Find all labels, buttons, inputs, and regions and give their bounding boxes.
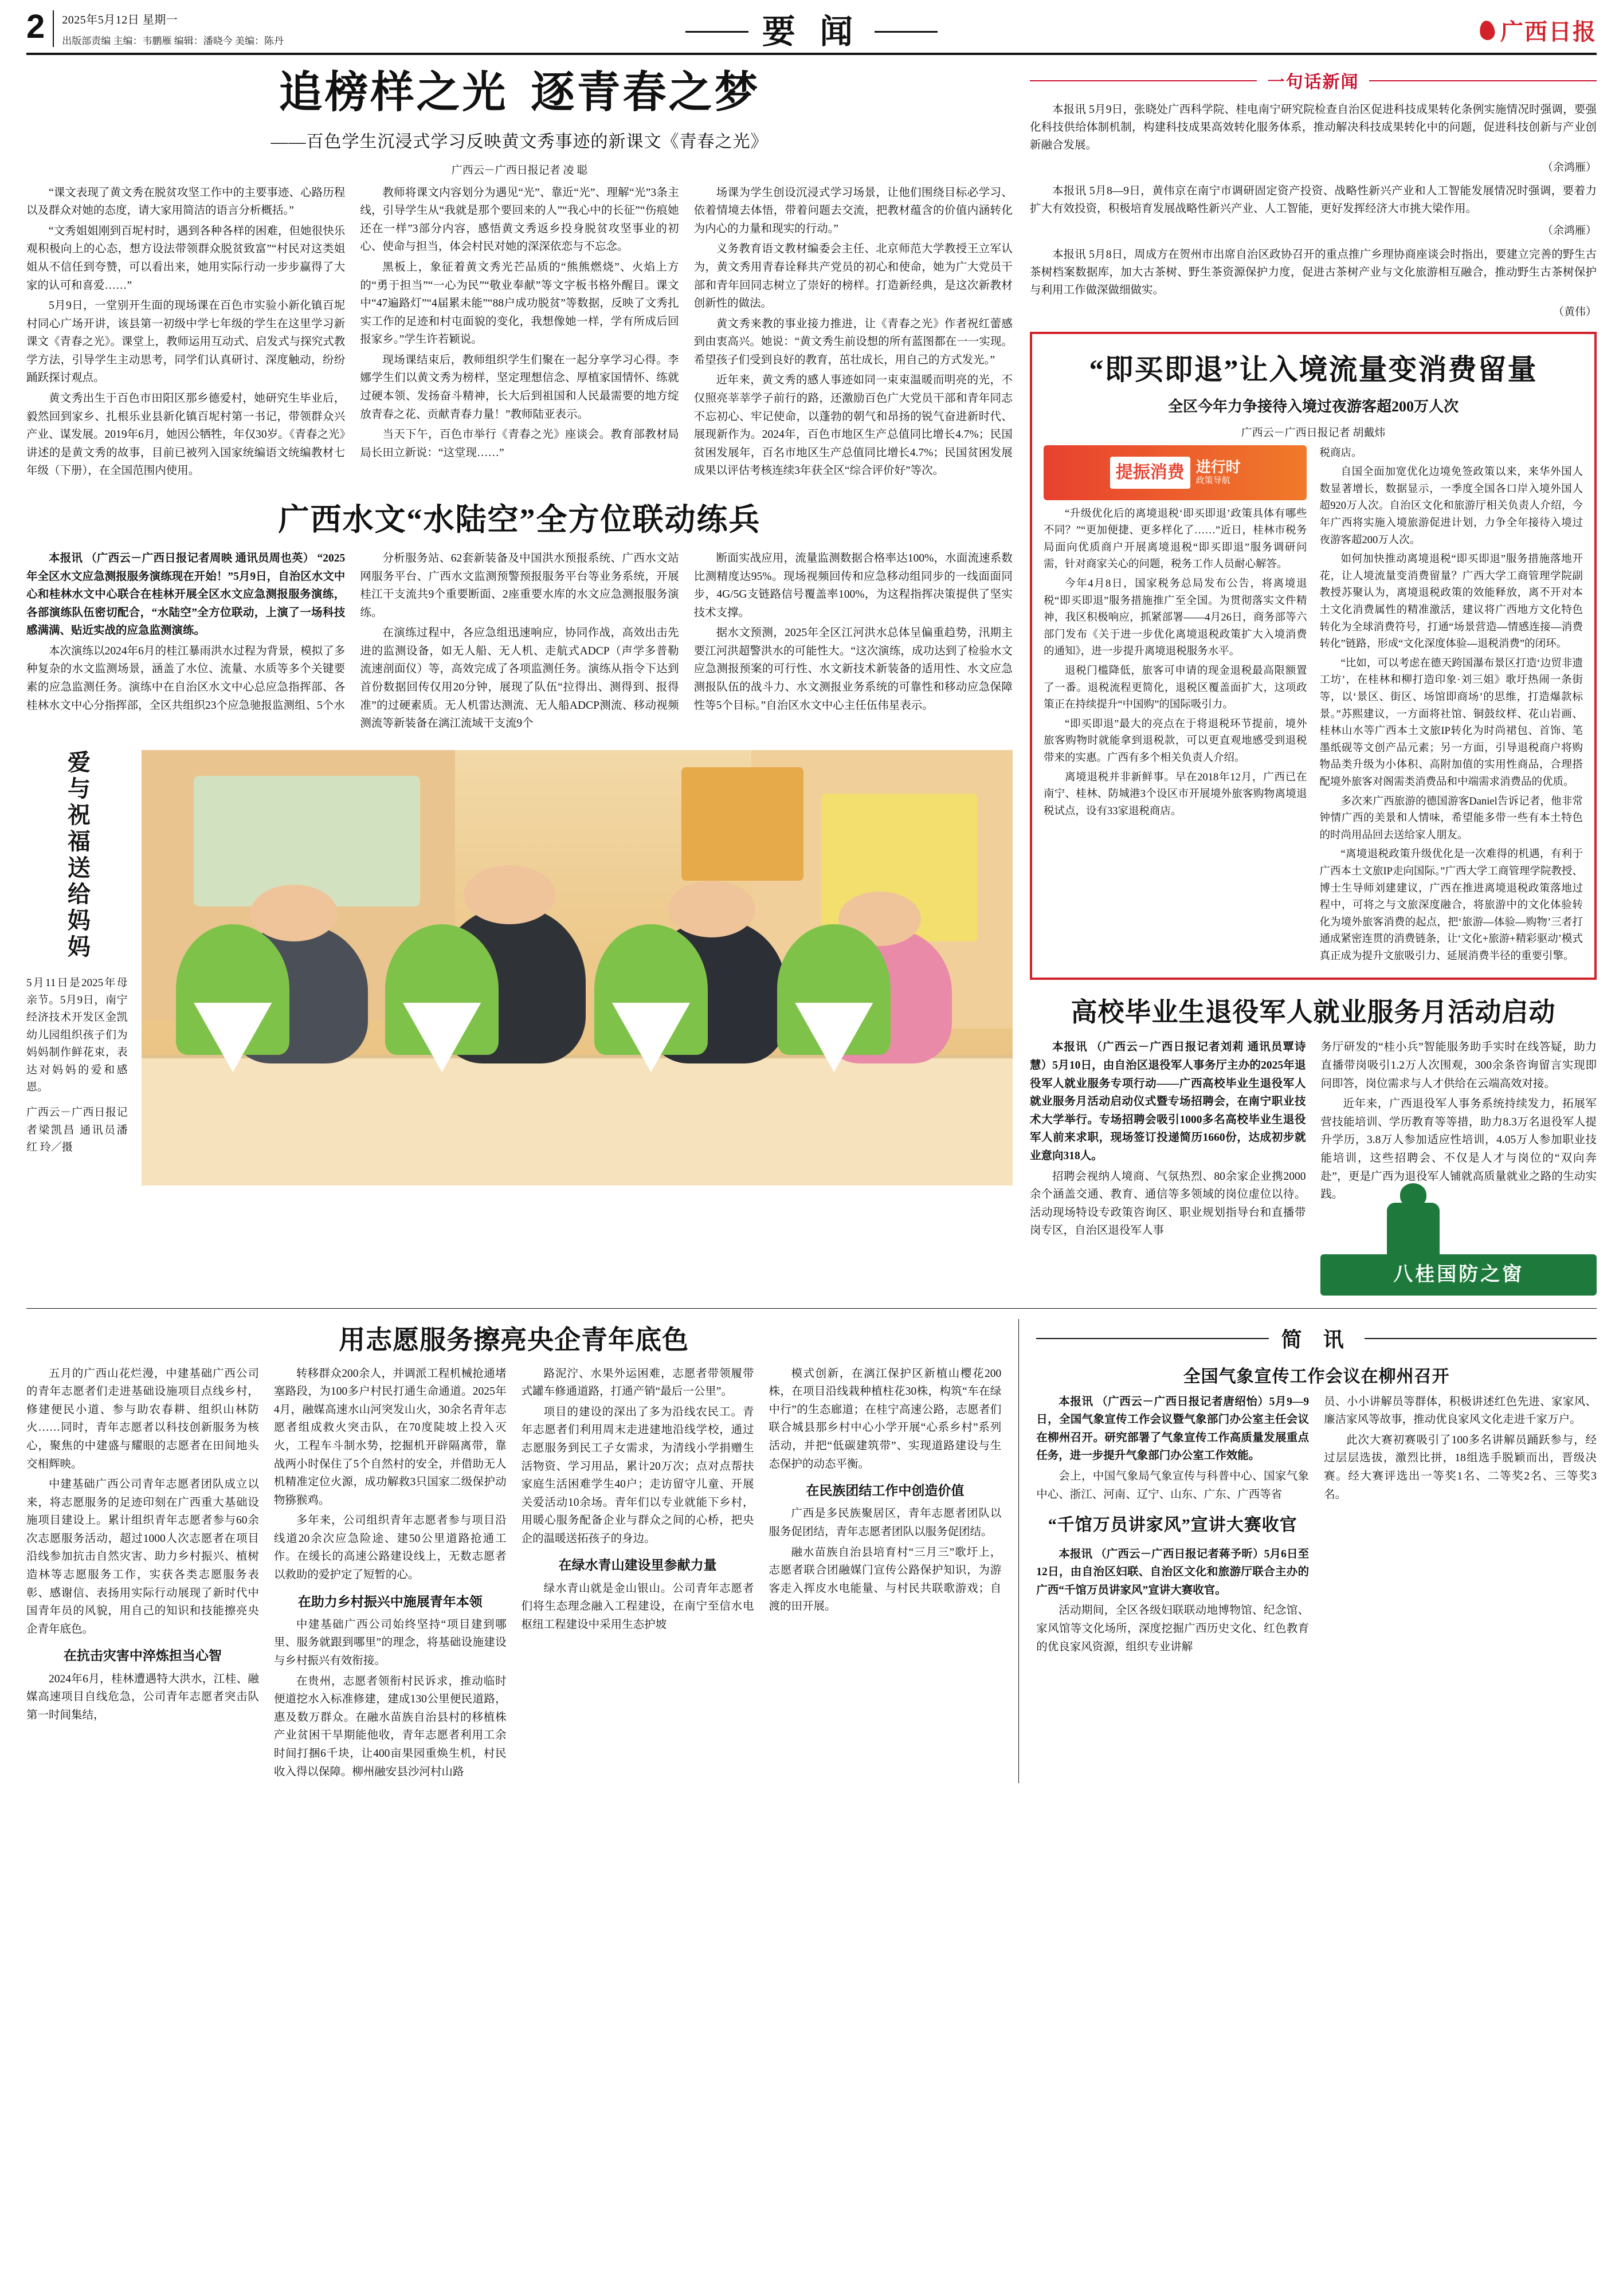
red-feature-subheadline: 全区今年力争接待入境过夜游客超200万人次 xyxy=(1167,398,1459,415)
lead-col-1: “课文表现了黄文秀在脱贫攻坚工作中的主要事迹、心路历程以及群众对她的态度，请大家用简洁的语言分析概括。” “文秀姐姐刚到百坭村时，遇到各种各样的困难，但她很快乐观积极向上的心态，想方设法带领群众脱贫致富”“村民对这类姐姐从不信任到夸赞，可以看出来，她用实际行动一步步赢得了大家的认可和喜爱……” 5月9日，一堂别开生面的现场课在百色市实验小新化镇百坭村同心广场开讲，该县第一初级中学七年级的学生在这里学习新课文《青春之光》。课堂上，教师运用互动式、启发式与探究式教学方法，引导学生主动思考，同学们认真研讨、深度触动，纷纷踊跃探讨观点。 黄文秀出生于百色市田阳区那乡德爱村，她研究生毕业后，毅然回到家乡、扎根乐业县新化镇百坭村第一书记，带领群众兴产业、谋发展。2019年6月，她因公牺牲，年仅30岁。《青春之光》讲述的是黄文秀的故事，目前已被列入国家统编语文统编教材七年级（下册），在全国范围内使用。 xyxy=(26,186,346,477)
lead-body xyxy=(26,184,1013,482)
volunteer-col-3: 路泥泞、水果外运困难，志愿者带领履带式罐车修通道路，打通产销“最后一公里”。 项目的建设的深出了多为沿线农民工。青年志愿者们利用周末走进建地沿线学校，通过志愿服务到民工子女需求，为清线小学捐赠生活物资、学习用品，累计20万次；点对点帮扶家庭生活困难学生40户；走访留守儿童、开展关爱活动10余场。青年们以专业就能下乡村，用暖心服务配备企业与群众之间的心桥，把央企的温暖送拓孩子的身边。 在绿水青山建设里参献力量 绿水青山就是金山银山。公司青年志愿者们将生态理念融入工程建设，在南宁至信水电枢纽工程建设中采用生态护坡 xyxy=(521,1367,754,1631)
photo-block xyxy=(26,750,1013,1186)
lead-col-2: 教师将课文内容划分为遇见“光”、靠近“光”、理解“光”3条主线，引导学生从“我就是那个要回来的人”“我心中的长征”“伤痕她还在一样”3部分内容，感悟黄文秀返乡投身脱贫攻坚事业的初心、使命与担当，体会村民对她的深深依恋与不忘念。 黑板上，象征着黄文秀光芒品质的“熊熊燃烧”、火焰上方的“勇于担当”“一心为民”“敬业奉献”等文字板书格外醒目。课文中“47遍路灯”“4届累未能”“88户成功脱贫”等数据，反映了文秀扎实工作的足迹和村屯面貌的变化，我想像她一样，学有所成后回报家乡。”学生许若颖说。 现场课结束后，教师组织学生们聚在一起分享学习心得。李娜学生们以黄文秀为榜样，坚定理想信念、厚植家国情怀、练就过硬本领、发扬奋斗精神，长大后到祖国和人民最需要的地方绽放青春之花、贡献青春力量！”教师陆亚表示。 当天下午，百色市举行《青春之光》座谈会。教育部教材局局长田立新说：“这堂现……” xyxy=(360,186,679,459)
volunteer-body xyxy=(26,1365,1001,1783)
volunteer-subhead-3: 在绿水青山建设里参献力量 xyxy=(558,1558,717,1573)
publication-date: 2025年5月12日 星期一 xyxy=(62,14,178,26)
briefs-header: 简 讯 xyxy=(1036,1324,1597,1353)
veteran-col-1: 本报讯 （广西云－广西日报记者刘莉 通讯员覃诗慧）5月10日，由自治区退役军人事务厅主办的2025年退役军人就业服务专项行动——广西高校毕业生退役军人就业服务月活动启动仪式暨专场招聘会，在南宁职业技术大学举行。专场招聘会吸引1000多名高校毕业生退役军人前来求职，现场签订投递简历1660份，达成初步就业意向318人。 招聘会视纳人境商、气氛热烈、80余家企业携2000余个涵盖交通、教育、通信等多领域的岗位虚位以待。活动现场特设专政策咨询区、职业规划指导台和直播带岗专区，自治区退役军人事 xyxy=(1029,1041,1306,1237)
red-col-2: 税商店。 自国全面加宽优化边境免签政策以来，来华外国人数显著增长，数据显示，一季度全国各口岸入境外国人超920万人次。自治区文化和旅游厅相关负责人介绍，今年广西将实施入境旅游促进计划，力争全年接待入境过夜游客超200万人次。 如何加快推动离境退税“即买即退”服务措施落地开花，让人境流量变消费留量？广西大学工商管理学院副教授苏聚认为，离境退税政策的效能释放，离不开对本土文化消费属性的精准激活，建议将广西地方文化特色转化为全球消费符号，打通“场景营造—情感连接—消费转化”链路，形成“文化深度体验—退税消费”的闭环。 “比如，可以考虑在德天跨国瀑布景区打造‘边贸非遗工坊’，在桂林和柳打造印象·刘三姐》歌圩热闹一条街等，以‘景区、街区、场馆即商场’的思维，打造爆款标景。”苏熙建议，一方面将社馆、铜鼓纹样、花山岩画、桂林山水等广西本土文旅IP转化为时尚裙包、首饰、笔墨纸砚等文创产品元素；另一方面，引导退税商户将购物品类升级为小体积、高附加值的实用性商品，合理搭配境外旅客对阁需类消费品和中端需求消费品的优质。 多次来广西旅游的德国游客Daniel告诉记者，他非常钟情广西的美景和人情味，希望能多带一些有本土特色的时尚用品回去送给家人朋友。 “离境退税政策升级优化是一次难得的机遇，有利于广西本土文旅IP走向国际。”广西大学工商管理学院教授、博士生导师刘建建议，广西在推进离境退税政策落地过程中，可将之与文旅深度融合，将旅游中的文化体验转化为境外旅客消费的起点，把‘旅游—体验—购物’三者打通成紧密连贯的消费链条，让‘文化+旅游+精彩驱动’模式真正成为提升文旅吸引力、延展消费半径的重要引擎。 xyxy=(1319,447,1583,962)
red-feature-headline: “即买即退”让入境流量变消费留量 xyxy=(1089,353,1538,386)
news-source: （余鸿雁） xyxy=(1542,225,1597,237)
red-feature-byline: 广西云－广西日报记者 胡戴炜 xyxy=(1241,426,1386,439)
one-sentence-news-header: 一句话新闻 xyxy=(1030,68,1597,93)
briefs-col-2: 员、小小讲解员等群体，积极讲述红色先进、家家风、廉洁家风等故事，推动优良家风文化走进千家万户。 此次大赛初赛吸引了100多名讲解员踊跃参与，经过层层选拔，激烈比拼，18组选手脱颖而出，晋级决赛。经大赛评选出一等奖1名、二等奖2名、三等奖3名。 xyxy=(1324,1395,1597,1501)
upper-section xyxy=(26,55,1597,1296)
water-headline: 广西水文“水陆空”全方位联动练兵 xyxy=(278,502,761,537)
lead-headline: 追榜样之光 逐青春之梦 xyxy=(279,69,760,117)
promo-banner xyxy=(1044,445,1307,500)
volunteer-subhead-4: 在民族团结工作中创造价值 xyxy=(806,1483,965,1498)
page-number: 2 xyxy=(26,8,45,45)
lower-section xyxy=(26,1319,1597,1783)
promo-sub: 政策导航 xyxy=(1195,476,1230,485)
lead-col-3: 场课为学生创设沉浸式学习场景，让他们围绕目标必学习、依着情境去体悟，带着问题去交流，把教材蕴含的价值内涵转化为内心的力量和现实的行动。” 义务教育语文教材编委会主任、北京师范大学教授王立军认为，黄文秀用青春诠释共产党员的初心和使命，她为广大党员干部和青年回同志树立了崇好的榜样。打造新经典，是这次新教材创新性的做法。 黄文秀来教的事业接力推进，让《青春之光》作者祝红蕾感到由衷高兴。她说：“黄文秀生前设想的所有蓝图都在一一实现。希望孩子们受到良好的教育，茁壮成长，用自己的方式发光。” 近年来，黄文秀的感人事迹如同一束束温暖而明亮的光，不仅照亮莘莘学子前行的路，还激励百色广大党员干部和青年同志不忘初心、牢记使命，以蓬勃的朝气和昂扬的锐气奋进新时代、展现新作为。2024年，百色市地区生产总值同比增长4.7%；民国贫困发展年，百名市地区生产总值同比增长4.7%；民国贫困发展成果以评估考核连续3年获全区“综合评价好”等次。 xyxy=(693,186,1013,477)
editorial-staff: 出版部责编 主编：韦鹏雁 编辑：潘晓今 美编：陈丹 xyxy=(62,36,284,46)
volunteer-headline: 用志愿服务擦亮央企青年底色 xyxy=(339,1325,689,1355)
one-sentence-news-list: 本报讯 5月9日，张晓处广西科学院、桂电南宁研究院检查自治区促进科技成果转化条例实施情况时强调，要强化科技供给体制机制，构建科技成果高效转化服务体系，推动解决科技成果转化中的问题，促进科技创新与产业创新融合发展。 （余鸿雁） 本报讯 5月8—9日，黄伟京在南宁市调研固定资产投资、战略性新兴产业和人工智能发展情况时强调，要着力扩大有效投资，积极培育发展战略性新兴产业、人工智能，更好发挥经济大市挑大梁作用。 （余鸿雁） 本报讯 5月8日，周成方在贺州市出席自治区政协召开的重点推广乡理协商座谈会时指出，要建立完善的野生古茶树档案数据库，加大古茶树、野生茶资源保护力度，促进古茶树产业与文化旅游相互融合，推动野生古茶树保护与利用工作做深做细做实。 （黄伟） xyxy=(1030,101,1597,321)
left-column-zone xyxy=(26,68,1013,1296)
briefs-col-1: 本报讯 （广西云－广西日报记者唐绍怡）5月9—9日，全国气象宣传工作会议暨气象部门办公室主任会议在柳州召开。研究部署了气象宣传工作高质量发展重点任务，进一步提升气象部门办公室工作效能。 会上，中国气象局气象宣传与科普中心、国家气象中心、浙江、河南、辽宁、山东、广东、广西等省 “千馆万员讲家风”宣讲大赛收官 本报讯 （广西云－广西日报记者蒋予昕）5月6日至12日，由自治区妇联、自治区文化和旅游厅联合主办的广西“千馆万员讲家风”宣讲大赛收官。 活动期间，全区各级妇联联动地博物馆、纪念馆、家风馆等文化场所，深度挖掘广西历史文化、红色教育的优良家风资源，组织专业讲解 xyxy=(1036,1395,1310,1653)
right-column-zone xyxy=(1030,68,1597,1296)
water-body xyxy=(26,550,1013,735)
briefs-body xyxy=(1036,1393,1597,1659)
volunteer-subhead-1: 在抗击灾害中淬炼担当心智 xyxy=(63,1649,222,1663)
defense-band xyxy=(1320,1254,1597,1296)
lead-subheadline: ——百色学生沉浸式学习反映黄文秀事迹的新课文《青春之光》 xyxy=(270,132,769,151)
veteran-body xyxy=(1030,1038,1597,1295)
promo-tag: 提振消费 xyxy=(1110,457,1190,489)
water-col-1: 本报讯 （广西云－广西日报记者周映 通讯员周也英） “2025年全区水文应急测报服务演练现在开始！”5月9日，自治区水文中心和桂林水文中心联合在桂林开展全区水文应急测报服务演练，各部演练队伍密切配合，“水陆空”全方位联动，上演了一场科技感满满、贴近实战的应急监测演练。 本次演练以2024年6月的桂江暴雨洪水过程为背景，模拟了多种复杂的水文监测场景，涵盖了水位、流量、水质等多个关键要素的应急监测任务。演练中在自治区水文中心总应急指挥部、各桂林水文中心分指挥部，全区共组织23个应急驰报监测组、5个水 xyxy=(26,552,346,712)
soldier-icon xyxy=(1387,1203,1440,1258)
water-col-3: 断面实战应用，流量监测数据合格率达100%，水面流速系数比测精度达95%。现场视频回传和应急移动组同步的一线面面同步，4G/5G支链路信号覆盖率100%，为这程指挥决策提供了坚实技术支撑。 据水文预测，2025年全区江河洪水总体呈偏重趋势，汛期主要江河洪超警洪水的可能性大。“这次演练，成功达到了检验水文应急测报预案的可行性、水文新技术新装备的适用性、水文应急测报队伍的战斗力、水文测报业务系统的可靠性和移动应急保障性等5个目标。”自治区水文中心主任伍伟星表示。 xyxy=(693,552,1013,712)
section-title: 要 闻 xyxy=(26,5,1597,53)
defense-label: 八桂国防之窗 xyxy=(1393,1264,1524,1286)
volunteer-subhead-2: 在助力乡村振兴中施展青年本领 xyxy=(297,1594,483,1609)
brief-2-headline: “千馆万员讲家风”宣讲大赛收官 xyxy=(1048,1516,1297,1535)
veteran-col-2: 务厅研发的“桂小兵”智能服务助手实时在线答疑，助力直播带岗吸引1.2万人次围观，300余条咨询留言实现即问即答，岗位需求与人才供给在云端高效对接。 近年来，广西退役军人事务系统持续发力，拓展军营技能培训、学历教育等等措，助力8.3万名退役军人提升学历，3.8万人参加适应性培训，4.05万人参加职业技能培训，这些招聘会、不仅是人才与岗位的“双向奔赴”，更是广西为退役军人铺就高质量就业之路的生动实践。 八桂国防之窗 xyxy=(1320,1038,1597,1295)
red-feature-body xyxy=(1044,445,1583,968)
volunteer-col-2: 转移群众200余人，并调派工程机械抢通堵塞路段，为100多户村民打通生命通道。2025年4月，融媒高速水山河突发山火，30余名青年志愿者组成救火突击队，在70度陡坡上投入灭火，工程车斗制水势，挖掘机开辟隔离带，靠战两小时保住了5个自然村的安全，并借助无人机精准定位火源，成功解救3只国家二级保护动物猕猴鸡。 多年来，公司组织青年志愿者参与项目沿线道20余次应急险途、建50公里道路抢通工作。在缓长的高速公路建设线上，无数志愿者以救助的爱护定了短暂的心。 在助力乡村振兴中施展青年本领 中建基础广西公司始终坚持“项目建到哪里、服务就跟到哪里”的理念，将基础设施建设与乡村振兴有效衔接。 在贵州，志愿者领衔村民诉求，推动临时便道挖水入标准修建，建成130公里便民道路，惠及数万群众。在融水苗族自治县村的移植株产业贫困干旱期能他收，青年志愿者利用工余时间打捆6千块，让400亩果园重焕生机，村民收入得以保障。柳州融安县沙河村山路 xyxy=(273,1367,507,1778)
brief-1-headline: 全国气象宣传工作会议在柳州召开 xyxy=(1183,1367,1450,1386)
red-col-1: 提振消费 进行时 政策导航 “升级优化后的离境退税‘即买即退’政策具体有哪些不同？”“更加便捷、更多样化了……”近日，桂林市税务局面向优质商户开展离境退税“即买即退”服务调研问需，针对商家关心的问题，税务工作人员耐心解答。 今年4月8日，国家税务总局发布公告，将离境退税“即买即退”服务措施推广至全国。为贯彻落实文件精神，我区积极响应，抓紧部署——4月26日，商务部等六部门发布《关于进一步优化离境退税政策扩大入境消费的通知》，进一步提升离境退税服务水平。 退税门槛降低，旅客可申请的现金退税最高限额置了一番。退税流程更简化，退税区覆盖面扩大，这项政策正在持续提升“中国购”的国际吸引力。 “即买即退”最大的亮点在于将退税环节提前，境外旅客购物时就能拿到退税款，可以更直观地感受到退税带来的实惠。广西有多个相关负责人介绍。 离境退税并非新鲜事。早在2018年12月，广西已在南宁、桂林、防城港3个设区市开展境外旅客购物离境退税试点，设有33家退税商店。 xyxy=(1044,445,1307,968)
volunteer-col-4: 模式创新，在漓江保护区新植山樱花200株，在项目沿线栽种植柱花30株，构筑“车在绿中行”的生态廊道；在桂宁高速公路，志愿者们联合城县那乡村中心小学开展“心系乡村”系列活动，并把“低碳建筑带”、实现道路建设与生态保护的动态平衡。 在民族团结工作中创造价值 广西是多民族聚居区，青年志愿者团队以服务促团结，青年志愿者团队以服务促团结。 融水苗族自治县培育村“三月三”歌圩上，志愿者联合团融媒门宣传公路保护知识，为游客走入挥皮水电能量、与村民共联歌游戏；自渡的田开展。 xyxy=(769,1367,1002,1613)
veteran-headline: 高校毕业生退役军人就业服务月活动启动 xyxy=(1071,998,1556,1027)
promo-main: 进行时 政策导航 xyxy=(1195,459,1241,485)
lead-byline: 广西云－广西日报记者 凌 聪 xyxy=(451,164,588,176)
column-divider xyxy=(1018,1319,1019,1783)
defense-window-badge xyxy=(1320,1210,1597,1296)
news-source: （黄伟） xyxy=(1553,306,1597,319)
volunteer-article xyxy=(26,1319,1001,1783)
red-feature-box xyxy=(1030,332,1597,980)
photo-image xyxy=(142,750,1013,1186)
water-col-2: 分析服务站、62套新装备及中国洪水预报系统、广西水文站网服务平台、广西水文监测预警预报服务平台等业务系统，开展桂江干支流共9个重要断面、2座重要水库的水文应急测报服务演练。 在演练过程中，各应急组迅速响应，协同作战，高效出击先进的监测设备，如无人船、无人机、走航式ADCP（声学多普勒流速剖面仪）等，高效完成了各项监测任务。演练从指令下达到首份数据回传仅用20分钟，展现了队伍“拉得出、测得到、报得准”的过硬素质。无人机雷达测流、无人船ADCP测流、移动视频测流等新装备在漓江流域干支流9个 xyxy=(360,552,679,730)
paper-name: 广西日报 xyxy=(1500,19,1597,45)
volunteer-col-1: 五月的广西山花烂漫，中建基础广西公司的青年志愿者们走进基础设施项目点线乡村，修建便民小道、参与助农春耕、组织山林防火……同时，青年志愿者以科技创新服务为核心，聚焦的中建盛与耀眼的志愿者在田间地头交相辉映。 中建基础广西公司青年志愿者团队成立以来，将志愿服务的足迹印刻在广西重大基础设施项目建设上。累计组织青年志愿者参与60余次志愿服务活动，超过1000人次志愿者在项目沿线参加抗击自然灾害、助力乡村振兴、植树造林等志愿服务工作，实获各类志愿服务表彰、感谢信、表扬用实际行动展现了新时代中国青年员的风貌，用自己的知识和技能擦亮央企青年底色。 在抗击灾害中淬炼担当心智 2024年6月，桂林遭遇特大洪水，江桂、融媒高速项目自线危急，公司青年志愿者突击队第一时间集结， xyxy=(26,1367,259,1721)
masthead xyxy=(26,0,1597,55)
news-source: （余鸿雁） xyxy=(1542,161,1597,174)
photo-sidebar xyxy=(26,750,128,1186)
photo-caption: 5月11日是2025年母亲节。5月9日，南宁经济技术开发区金凯幼儿园组织孩子们为妈妈制作鲜花束，表达对妈妈的爱和感恩。 xyxy=(26,976,128,1094)
photo-headline: 爱与祝福送给妈妈 xyxy=(64,749,91,961)
briefs-section xyxy=(1036,1319,1597,1783)
photo-credit: 广西云－广西日报记者梁凯昌 通讯员潘 红 玲／摄 xyxy=(26,1106,128,1154)
